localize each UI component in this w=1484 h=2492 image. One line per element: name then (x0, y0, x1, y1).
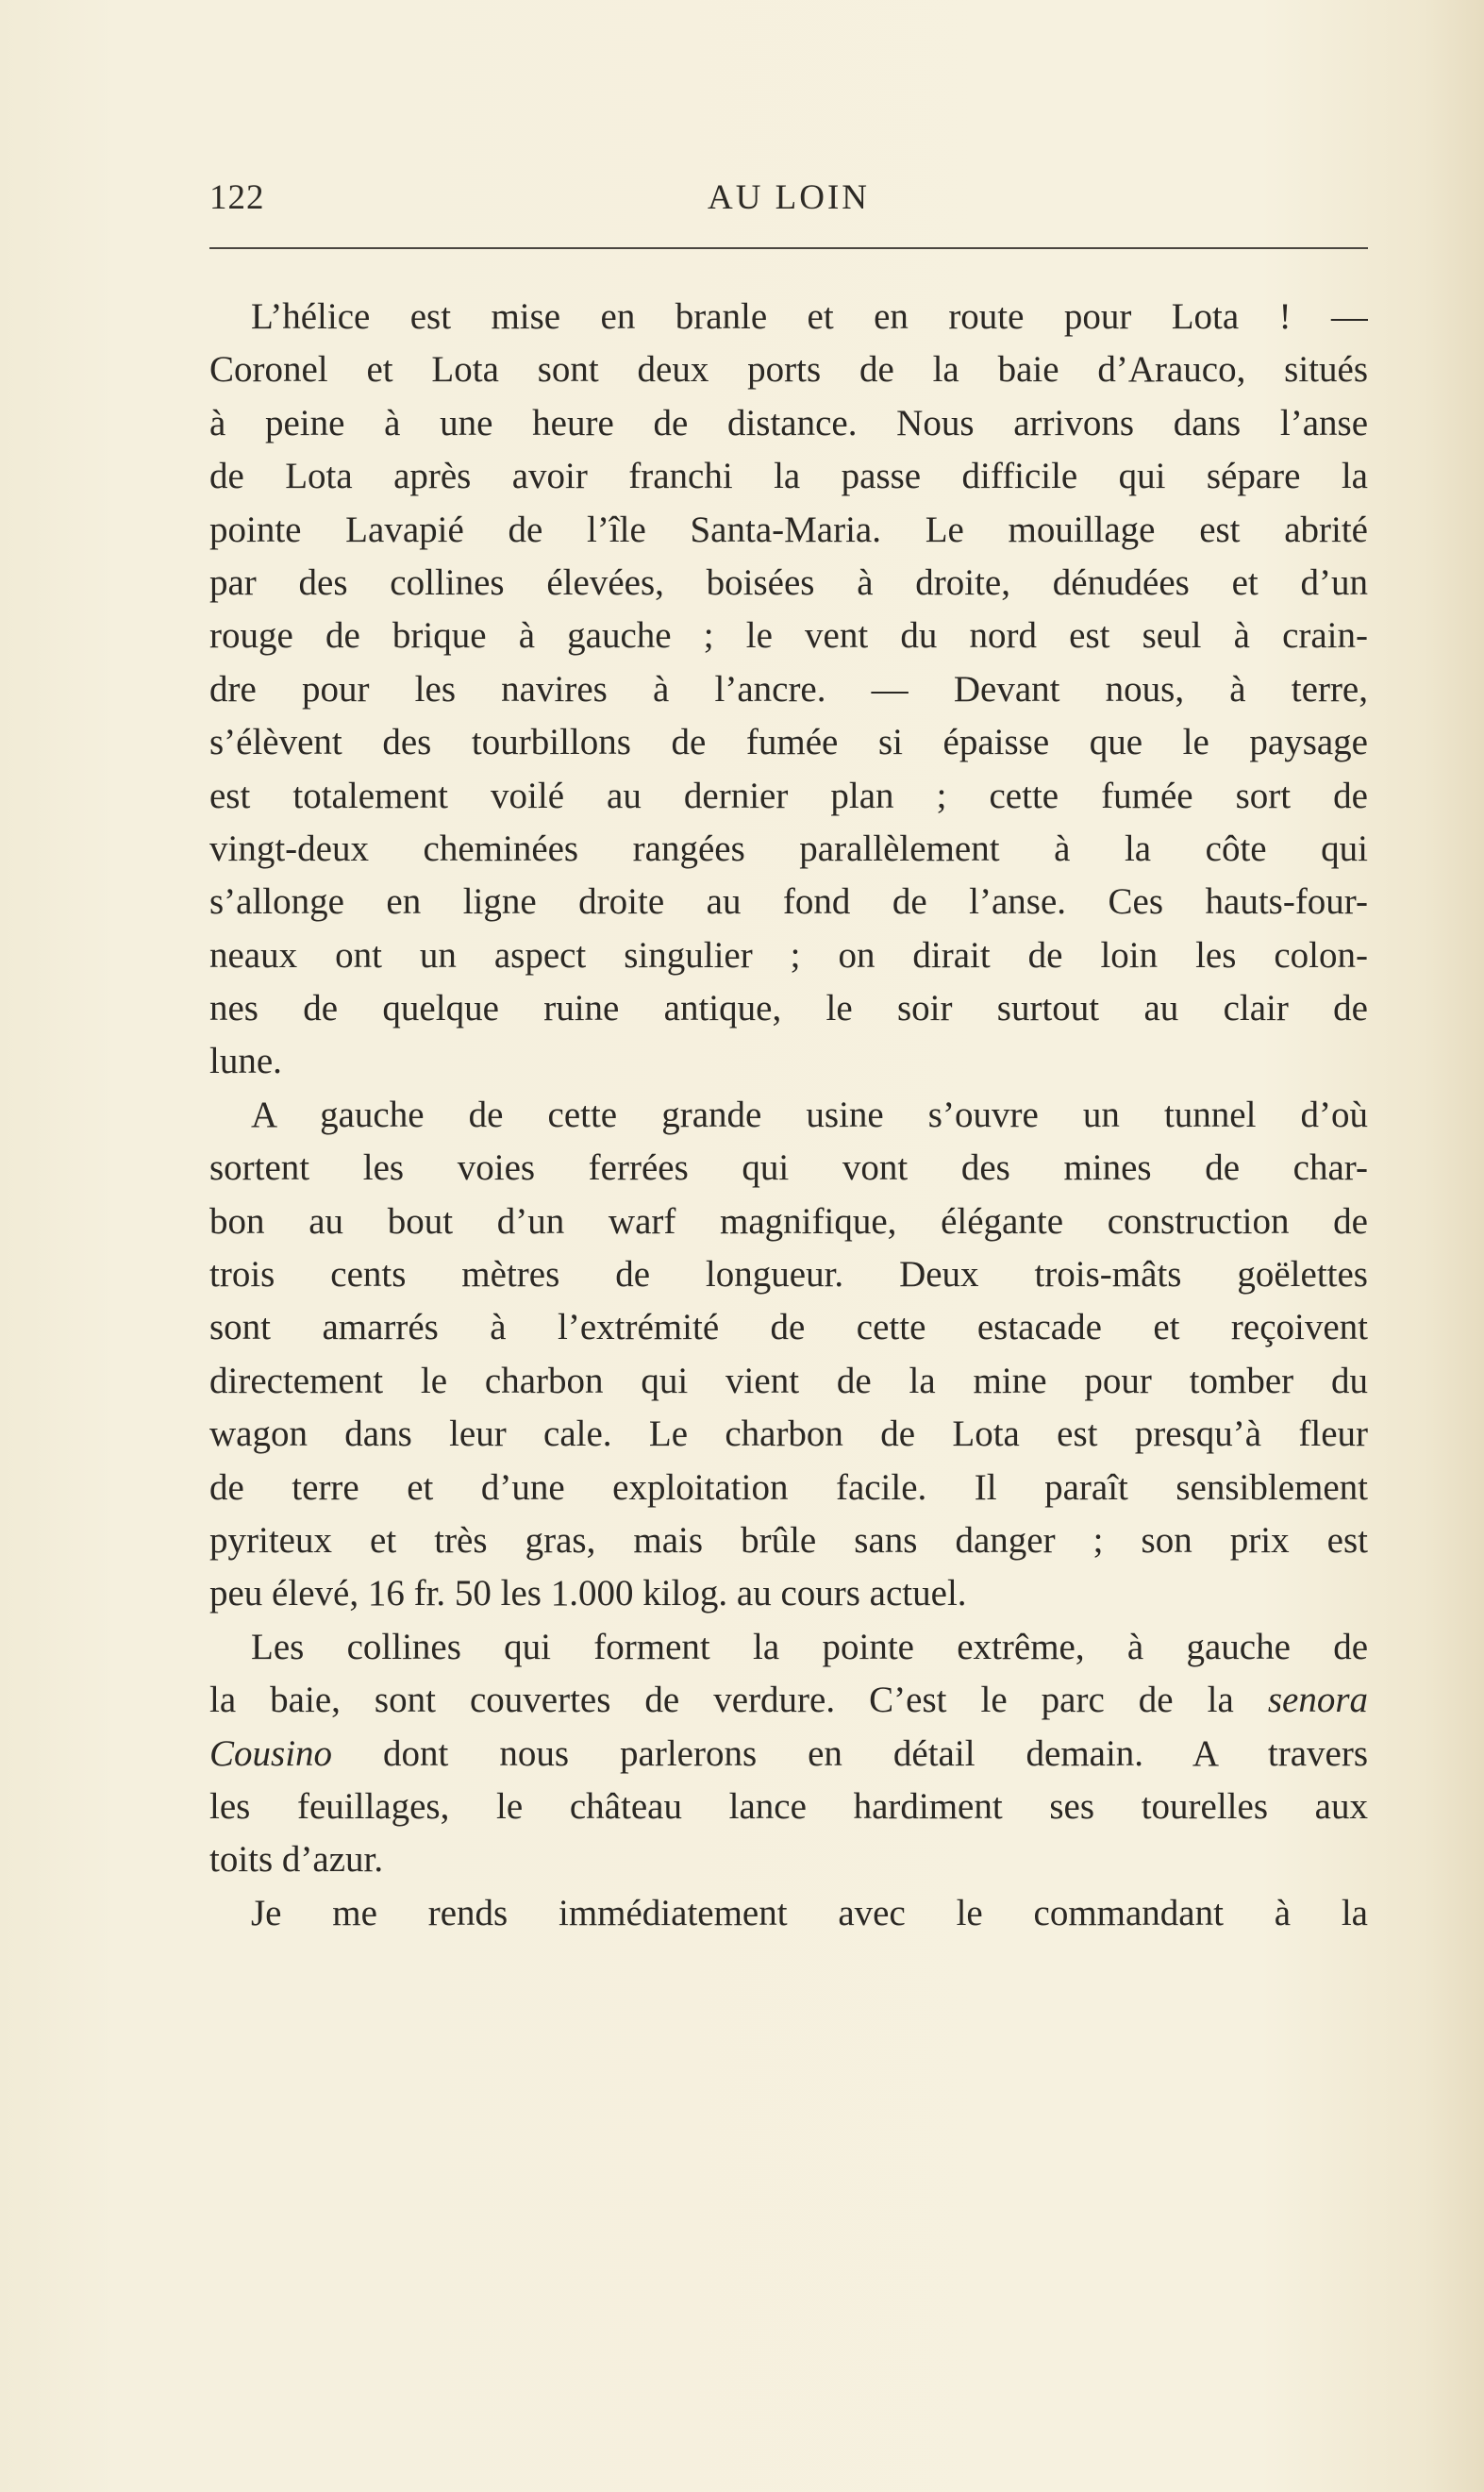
text-line: directement le charbon qui vient de la mine pour tomber du (209, 1360, 1368, 1401)
paragraph-1 (209, 291, 1368, 1089)
text-segment: dont nous parlerons en détail demain. A travers (383, 1732, 1368, 1774)
text-line: toits d’azur. (209, 1839, 384, 1881)
page-number: 122 (209, 178, 265, 217)
page-header (209, 179, 1368, 217)
text-line: à peine à une heure de distance. Nous arrivons dans l’anse (209, 402, 1368, 443)
text-line: L’hélice est mise en branle et en route pour Lota ! — (251, 296, 1368, 337)
text-line: A gauche de cette grande usine s’ouvre un tunnel d’où (251, 1094, 1368, 1135)
text-line: sortent les voies ferrées qui vont des mines de char- (209, 1147, 1368, 1189)
text-line: s’allonge en ligne droite au fond de l’anse. Ces hauts-four- (209, 881, 1368, 923)
text-line: peu élevé, 16 fr. 50 les 1.000 kilog. au cours actuel. (209, 1573, 967, 1614)
text-line: est totalement voilé au dernier plan ; cette fumée sort de (209, 775, 1368, 816)
text-line: de terre et d’une exploitation facile. Il paraît sensiblement (209, 1466, 1368, 1508)
text-line: wagon dans leur cale. Le charbon de Lota est presqu’à fleur (209, 1413, 1368, 1455)
text-line: vingt-deux cheminées rangées parallèlement à la côte qui (209, 828, 1368, 869)
text-line: de Lota après avoir franchi la passe difficile qui sépare la (209, 456, 1368, 497)
text-line: pyriteux et très gras, mais brûle sans danger ; son prix est (209, 1519, 1368, 1561)
text-line-with-italic (209, 1674, 1368, 1727)
paragraph-4 (209, 1887, 1368, 1940)
italic-word: Cousino (209, 1732, 333, 1774)
text-line: pointe Lavapié de l’île Santa-Maria. Le mouillage est abrité (209, 509, 1368, 550)
paragraph-3 (209, 1621, 1368, 1887)
text-line: lune. (209, 1041, 282, 1082)
text-line: par des collines élevées, boisées à droite, dénudées et d’un (209, 561, 1368, 603)
text-line: rouge de brique à gauche ; le vent du nord est seul à crain- (209, 615, 1368, 657)
text-line: Coronel et Lota sont deux ports de la baie d’Arauco, situés (209, 349, 1368, 391)
running-title: AU LOIN (707, 178, 871, 217)
text-line: bon au bout d’un warf magnifique, élégante construction de (209, 1200, 1368, 1242)
text-segment: la baie, sont couvertes de verdure. C’est le parc de la (209, 1680, 1234, 1721)
text-line: dre pour les navires à l’ancre. — Devant nous, à terre, (209, 668, 1368, 710)
italic-word: senora (1267, 1680, 1368, 1721)
text-line: sont amarrés à l’extrémité de cette estacade et reçoivent (209, 1307, 1368, 1348)
text-line: nes de quelque ruine antique, le soir surtout au clair de (209, 988, 1368, 1029)
text-line: s’élèvent des tourbillons de fumée si épaisse que le paysage (209, 722, 1368, 763)
text-line: Les collines qui forment la pointe extrême, à gauche de (251, 1626, 1368, 1667)
paragraph-2 (209, 1089, 1368, 1621)
text-line-with-italic (209, 1728, 1368, 1781)
text-line: les feuillages, le château lance hardiment ses tourelles aux (209, 1785, 1368, 1827)
body-text (209, 291, 1368, 2272)
text-line: trois cents mètres de longueur. Deux trois-mâts goëlettes (209, 1254, 1368, 1296)
text-line: neaux ont un aspect singulier ; on dirait de loin les colon- (209, 934, 1368, 976)
text-line: Je me rends immédiatement avec le commandant à la (251, 1892, 1368, 1933)
header-rule (209, 247, 1368, 249)
